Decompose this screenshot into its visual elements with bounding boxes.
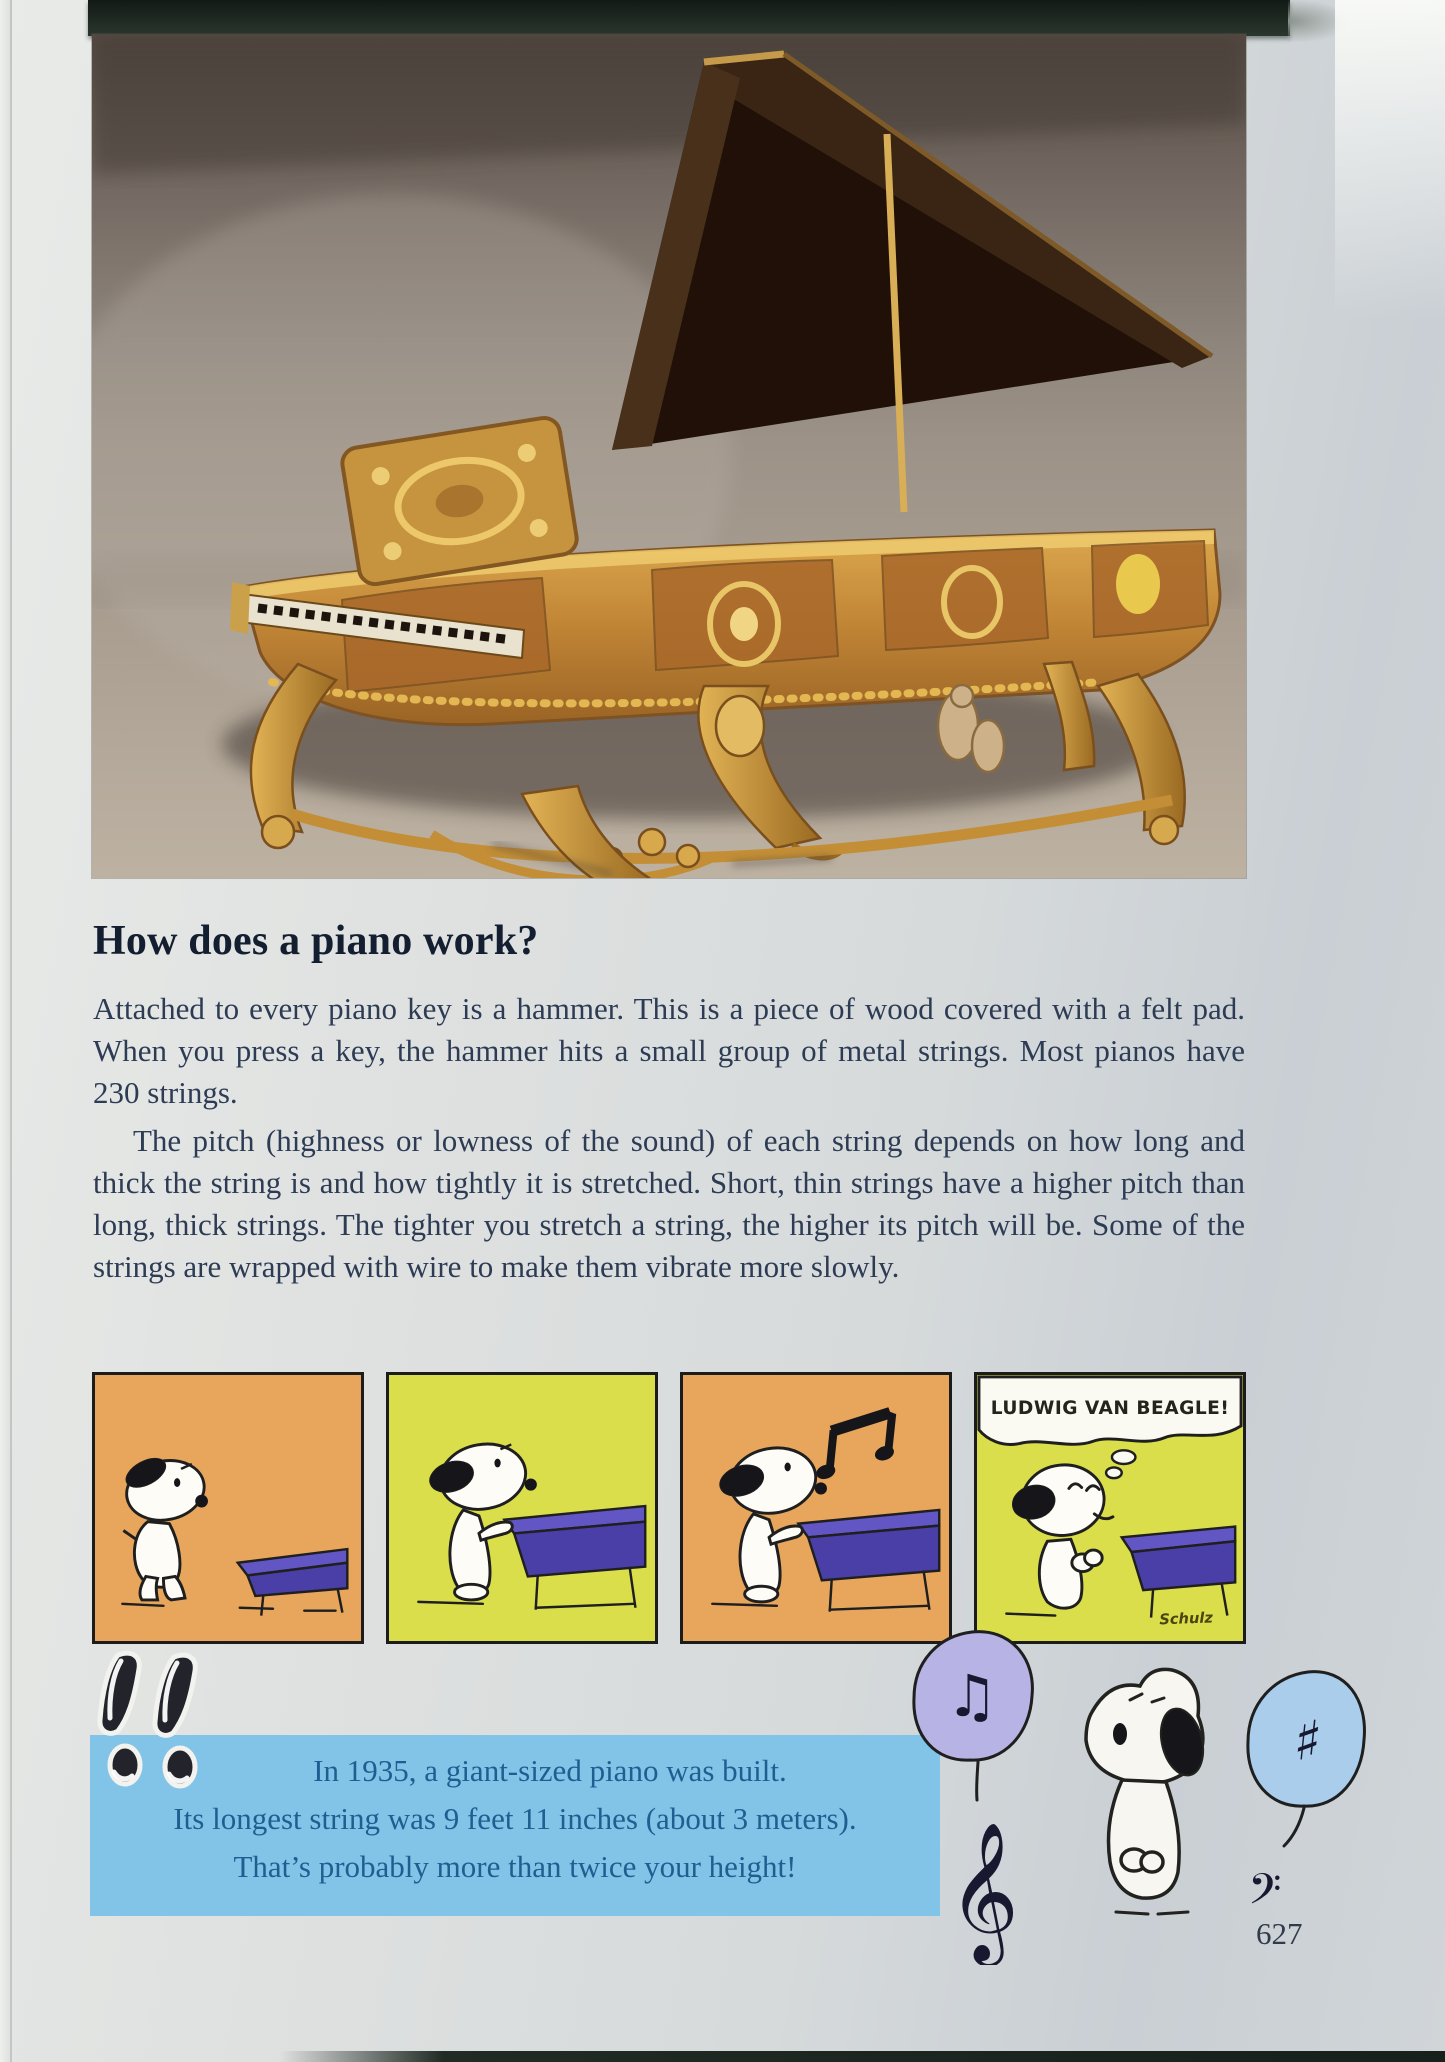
page-title: How does a piano work? — [93, 918, 539, 964]
treble-clef-icon: 𝄞 — [948, 1822, 1019, 1961]
comic-panel-1 — [92, 1372, 364, 1644]
sharp-bubble — [1248, 1672, 1365, 1846]
book-bottom-edge — [280, 2051, 1445, 2062]
page-number: 627 — [1256, 1916, 1303, 1951]
snoopy-front-icon — [1086, 1669, 1210, 1914]
facing-page-edge — [1335, 0, 1445, 320]
page-left-edge — [0, 0, 12, 2062]
comic-strip — [92, 1372, 1246, 1646]
comic-panel-2 — [386, 1372, 658, 1644]
panel3-background — [683, 1375, 949, 1641]
piano-photo-illustration — [92, 34, 1246, 878]
speech-bubble-text: LUDWIG VAN BEAGLE! — [990, 1398, 1230, 1420]
music-note-bubble — [914, 1632, 1033, 1800]
comic-panel-4 — [974, 1372, 1246, 1644]
book-background-band — [88, 0, 1290, 36]
music-note-icon: ♫ — [946, 1662, 998, 1730]
exclamation-marks-icon — [88, 1648, 258, 1798]
fact-line-2: Its longest string was 9 feet 11 inches (about 3 meters). — [173, 1801, 857, 1836]
fact-line-1: In 1935, a giant-sized piano was built. — [313, 1753, 787, 1788]
artist-signature: Schulz — [1159, 1609, 1214, 1629]
paragraph-pitch: The pitch (highness or lowness of the sound) of each string depends on how long and thick the string is and how tightly it is stretched. Short, thin strings have a higher pitch than long, thick strings. The tighter you stretch a string, the higher its pitch will be. Some of the strings are wrapped with wire to make them vibrate more slowly. — [93, 1123, 1245, 1284]
bottom-decorations — [880, 1620, 1440, 1965]
bass-clef-icon: 𝄢 — [1248, 1865, 1282, 1925]
sharp-icon: ♯ — [1290, 1707, 1325, 1776]
piano-photo — [92, 34, 1246, 878]
comic-panel-3 — [680, 1372, 952, 1644]
fact-line-3: That’s probably more than twice your height! — [233, 1849, 797, 1884]
paragraph-hammer: Attached to every piano key is a hammer. This is a piece of wood covered with a felt pad. When you press a key, the hammer hits a small group of metal strings. Most pianos have 230 strings. — [93, 991, 1245, 1110]
